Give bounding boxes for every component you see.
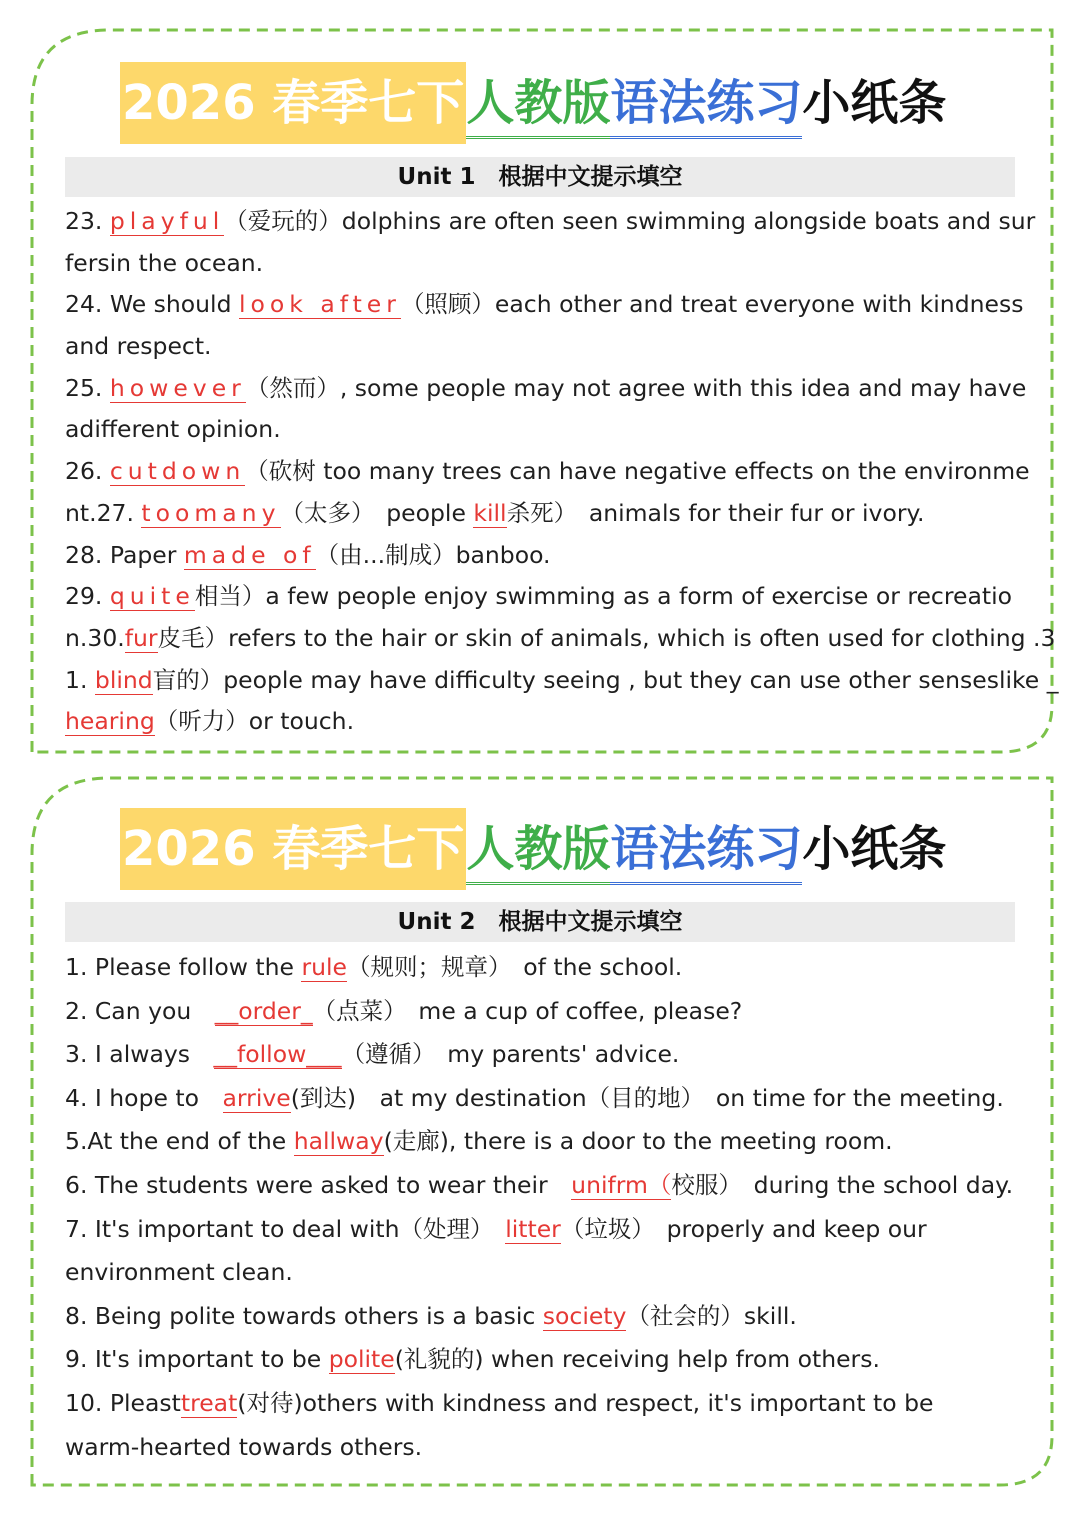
exercise-line: 8. Being polite towards others is a basic society（社会的）skill. xyxy=(65,1301,797,1330)
exercise-line: adifferent opinion. xyxy=(65,415,281,444)
exercise-line: 9. It's important to be polite(礼貌的) when receiving help from others. xyxy=(65,1345,880,1374)
answer-text: treat xyxy=(180,1388,238,1417)
answer-text: polite xyxy=(328,1345,395,1374)
title-notes: 小纸条 xyxy=(802,821,947,877)
answer-text: litter xyxy=(505,1214,561,1243)
answer-text: hallway xyxy=(293,1127,384,1156)
answer-text: __order_ xyxy=(214,996,313,1025)
exercise-line: hearing（听力）or touch. xyxy=(65,707,355,736)
exercise-line: 6. The students were asked to wear their unifrm（校服） during the school day. xyxy=(65,1170,1014,1199)
page-title xyxy=(120,62,946,144)
answer-text: however xyxy=(109,373,246,402)
unit-heading: Unit 2 根据中文提示填空 xyxy=(65,902,1015,942)
title-grammar: 语法练习 xyxy=(610,62,802,139)
title-year-season: 2026 春季七下 xyxy=(120,808,466,890)
exercise-line: 23. playful（爱玩的）dolphins are often seen swimming alongside boats and sur xyxy=(65,207,1036,235)
exercise-line: and respect. xyxy=(65,332,212,361)
exercise-line: 28. Paper made of（由...制成）banboo. xyxy=(65,540,551,569)
title-edition: 人教版 xyxy=(466,808,610,885)
answer-text: unifrm（ xyxy=(571,1170,672,1199)
title-edition: 人教版 xyxy=(466,62,610,139)
answer-text: fur xyxy=(124,623,158,652)
exercise-list xyxy=(65,946,1017,1469)
exercise-line: 10. Pleasttreat(对待)others with kindness and respect, it's important to be xyxy=(65,1388,934,1417)
answer-text: cutdown xyxy=(109,457,246,486)
exercise-line: 2. Can you __order_（点菜） me a cup of coffee, please? xyxy=(65,996,743,1025)
exercise-line: 1. Please follow the rule（规则；规章） of the school. xyxy=(65,953,683,981)
answer-text: kill xyxy=(473,498,507,527)
exercise-line: fersin the ocean. xyxy=(65,248,264,277)
exercise-line: 7. It's important to deal with（处理） litter（垃圾） properly and keep our xyxy=(65,1214,927,1243)
exercise-line: 29. quite相当）a few people enjoy swimming as a form of exercise or recreatio xyxy=(65,582,1012,611)
answer-text: __follow___ xyxy=(213,1040,342,1069)
unit-heading: Unit 1 根据中文提示填空 xyxy=(65,157,1015,197)
exercise-line: environment clean. xyxy=(65,1258,293,1287)
exercise-list xyxy=(65,201,1059,743)
exercise-line: 25. however（然而）, some people may not agree with this idea and may have xyxy=(65,373,1027,402)
answer-text: rule xyxy=(301,953,347,981)
exercise-line: 5.At the end of the hallway(走廊), there is a door to the meeting room. xyxy=(65,1127,893,1156)
answer-text: playful xyxy=(109,207,225,235)
answer-text: blind xyxy=(94,665,153,694)
answer-text: arrive xyxy=(222,1083,291,1112)
exercise-line: 3. I always __follow___（遵循） my parents' advice. xyxy=(65,1040,680,1069)
answer-text: toomany xyxy=(141,498,281,527)
exercise-line: warm-hearted towards others. xyxy=(65,1432,423,1461)
title-grammar: 语法练习 xyxy=(610,808,802,885)
exercise-line: n.30.fur皮毛）refers to the hair or skin of animals, which is often used for clothing .3 xyxy=(65,623,1056,652)
answer-text: made of xyxy=(183,540,316,569)
exercise-line: 26. cutdown（砍树 too many trees can have negative effects on the environme xyxy=(65,457,1030,486)
exercise-line: nt.27. toomany（太多） people kill杀死） animals for their fur or ivory. xyxy=(65,498,925,527)
title-year-season: 2026 春季七下 xyxy=(120,62,466,144)
answer-text: hearing xyxy=(65,707,155,736)
exercise-line: 24. We should look after（照顾）each other and treat everyone with kindness xyxy=(65,290,1024,319)
title-notes: 小纸条 xyxy=(802,75,947,131)
exercise-line: 1. blind盲的）people may have difficulty seeing , but they can use other senseslike _ xyxy=(65,665,1059,694)
answer-text: society xyxy=(542,1301,627,1330)
exercise-line: 4. I hope to arrive(到达) at my destination（目的地） on time for the meeting. xyxy=(65,1083,1004,1112)
page-title xyxy=(120,808,946,890)
answer-text: look after xyxy=(238,290,401,319)
answer-text: quite xyxy=(109,582,195,611)
